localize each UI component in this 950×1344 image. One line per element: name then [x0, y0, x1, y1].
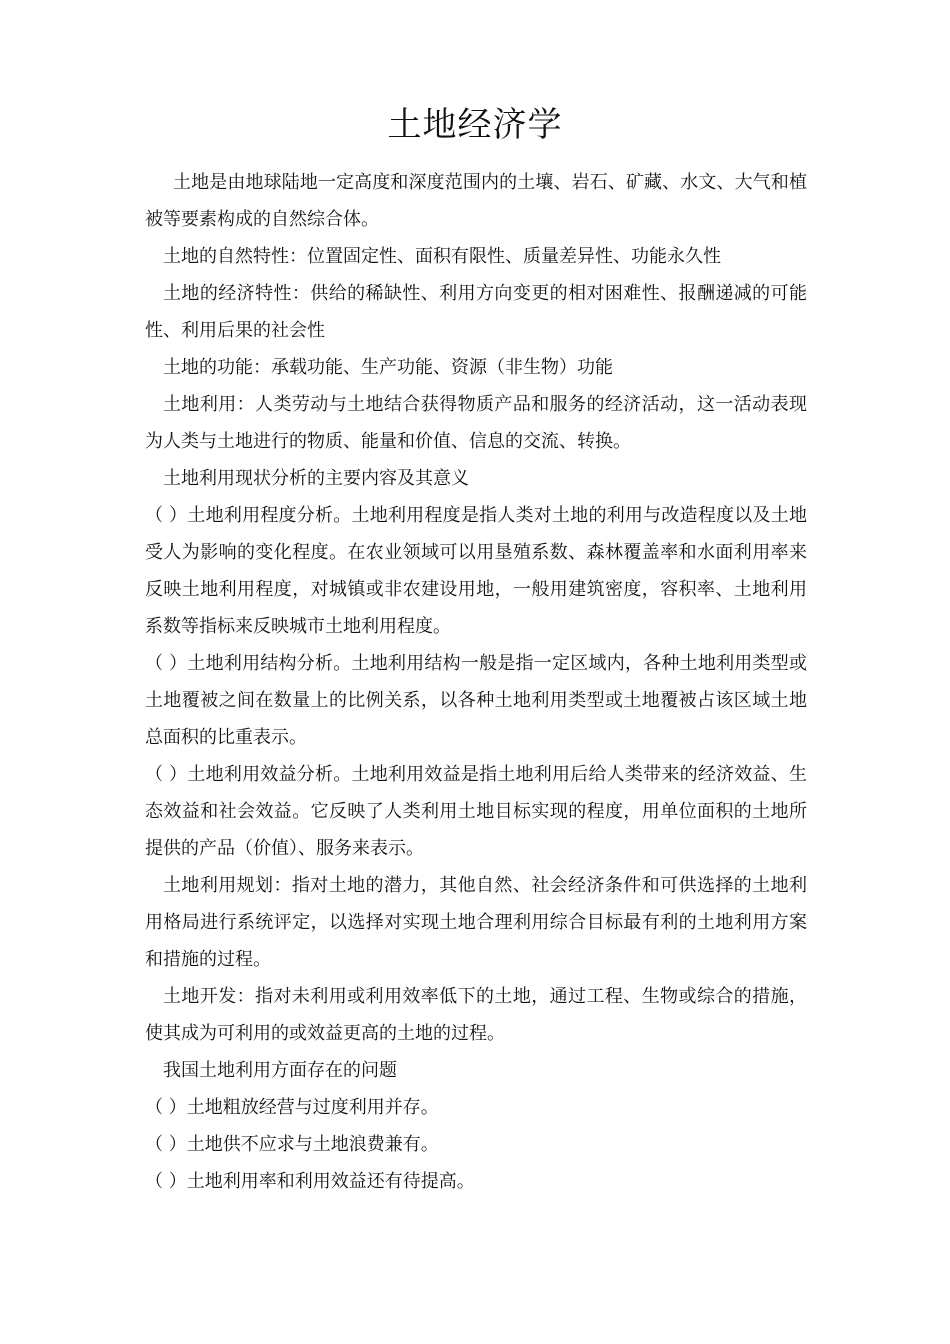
paragraph: 土地开发：指对未利用或利用效率低下的土地，通过工程、生物或综合的措施，使其成为可利用的或效益更高的土地的过程。 — [145, 986, 807, 1044]
paragraph: 土地利用规划：指对土地的潜力，其他自然、社会经济条件和可供选择的土地利用格局进行系统评定，以选择对实现土地合理利用综合目标最有利的土地利用方案和措施的过程。 — [145, 875, 807, 970]
paragraph: 土地的经济特性：供给的稀缺性、利用方向变更的相对困难性、报酬递减的可能性、利用后果的社会性 — [145, 283, 807, 341]
paragraph: 土地的自然特性：位置固定性、面积有限性、质量差异性、功能永久性 — [163, 246, 721, 267]
paragraph: 土地利用：人类劳动与土地结合获得物质产品和服务的经济活动，这一活动表现为人类与土地进行的物质、能量和价值、信息的交流、转换。 — [145, 394, 807, 452]
paragraph: （ ）土地利用效益分析。土地利用效益是指土地利用后给人类带来的经济效益、生态效益和社会效益。它反映了人类利用土地目标实现的程度，用单位面积的土地所提供的产品（价值）、服务来表示。 — [145, 764, 807, 859]
paragraph: 土地利用现状分析的主要内容及其意义 — [163, 468, 469, 489]
paragraph: 土地是由地球陆地一定高度和深度范围内的土壤、岩石、矿藏、水文、大气和植被等要素构成的自然综合体。 — [145, 172, 807, 230]
document-body — [145, 164, 807, 1200]
paragraph: （ ）土地利用程度分析。土地利用程度是指人类对土地的利用与改造程度以及土地受人为影响的变化程度。在农业领域可以用垦殖系数、森林覆盖率和水面利用率来反映土地利用程度，对城镇或非农建设用地，一般用建筑密度，容积率、土地利用系数等指标来反映城市土地利用程度。 — [145, 505, 807, 637]
paragraph: 我国土地利用方面存在的问题 — [163, 1060, 397, 1081]
document-title: 土地经济学 — [387, 105, 563, 145]
paragraph: （ ）土地粗放经营与过度利用并存。 — [145, 1097, 439, 1118]
paragraph: （ ）土地利用结构分析。土地利用结构一般是指一定区域内，各种土地利用类型或土地覆被之间在数量上的比例关系，以各种土地利用类型或土地覆被占该区域土地总面积的比重表示。 — [145, 653, 807, 748]
paragraph: （ ）土地供不应求与土地浪费兼有。 — [145, 1134, 439, 1155]
paragraph: 土地的功能：承载功能、生产功能、资源（非生物）功能 — [163, 357, 613, 378]
paragraph: （ ）土地利用率和利用效益还有待提高。 — [145, 1171, 475, 1192]
